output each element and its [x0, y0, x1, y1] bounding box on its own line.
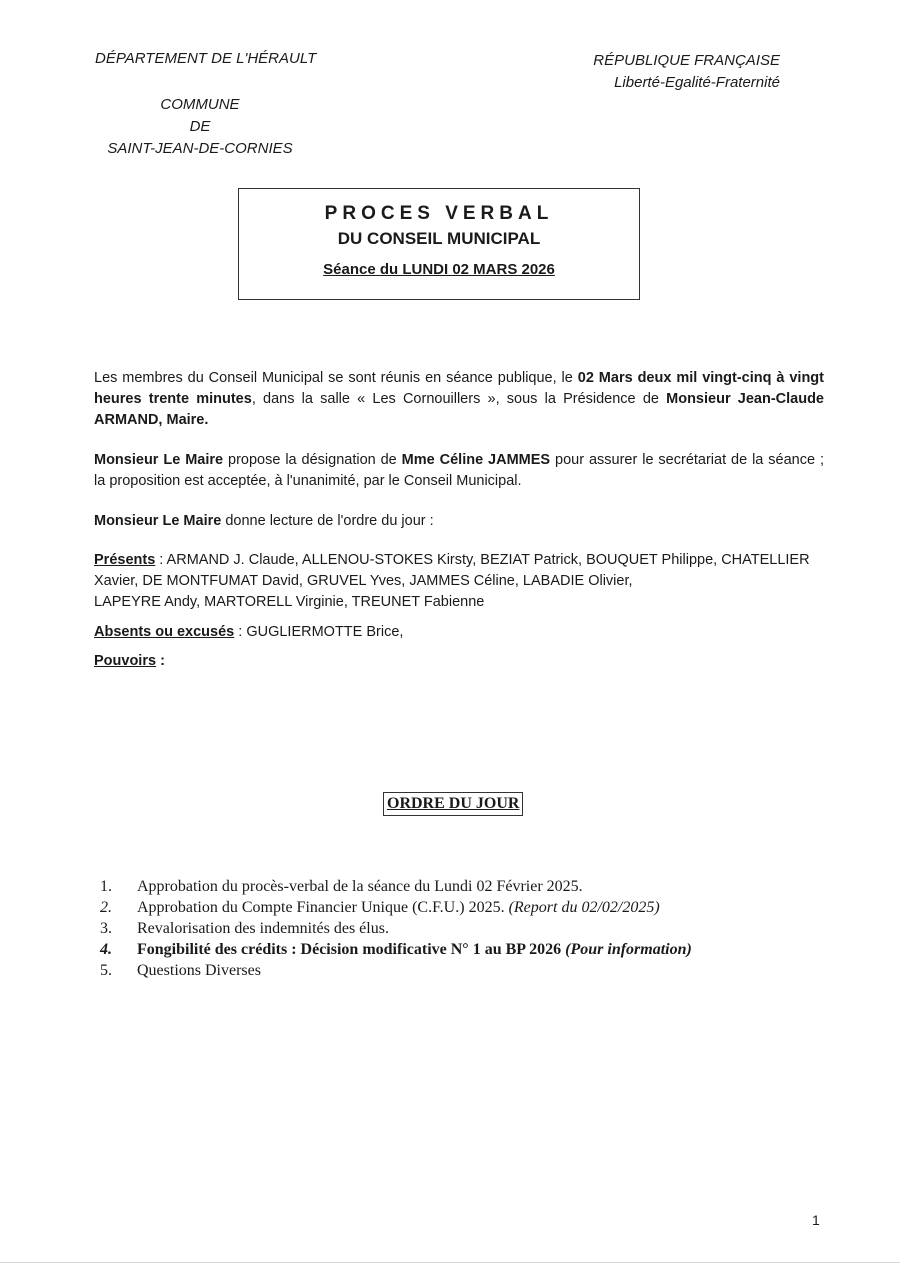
bottom-edge-line	[0, 1262, 900, 1263]
republic-header	[560, 50, 780, 94]
present-list-2: LAPEYRE Andy, MARTORELL Virginie, TREUNET Fabienne	[94, 594, 485, 610]
agenda-item-number: 2.	[100, 899, 112, 916]
commune-line-3: SAINT-JEAN-DE-CORNIES	[107, 140, 293, 157]
secretary-paragraph	[94, 450, 824, 492]
agenda-title: ORDRE DU JOUR	[383, 792, 523, 816]
department-name: DÉPARTEMENT DE L'HÉRAULT	[95, 50, 317, 67]
agenda-item	[100, 960, 820, 981]
document-subtitle: DU CONSEIL MUNICIPAL	[337, 229, 541, 248]
commune-block	[105, 94, 295, 160]
agenda-item-number: 1.	[100, 878, 112, 895]
page-number: 1	[812, 1212, 820, 1228]
document-title: PROCES VERBAL	[324, 203, 554, 224]
agenda-intro-text: donne lecture de l'ordre du jour :	[221, 513, 434, 529]
commune-line-2: DE	[189, 118, 211, 135]
proxies-label: Pouvoirs	[94, 653, 157, 669]
agenda-item	[100, 939, 820, 960]
present-list: : ARMAND J. Claude, ALLENOU-STOKES Kirsty, BEZIAT Patrick, BOUQUET Philippe, CHATELLIER Xavier, DE MONTFUMAT David, GRUVEL Yves, JAMMES Céline, LABADIE Olivier,	[94, 552, 810, 589]
absent-members	[94, 622, 824, 643]
agenda-intro-paragraph	[94, 511, 824, 532]
session-date: Séance du LUNDI 02 MARS 2026	[323, 261, 555, 278]
agenda-item-text: Revalorisation des indemnités des élus.	[137, 920, 389, 937]
commune-line-1: COMMUNE	[160, 96, 240, 113]
present-members	[94, 550, 824, 613]
intro-paragraph	[94, 368, 824, 431]
department-header	[95, 50, 325, 67]
agenda-item-text: Approbation du Compte Financier Unique (C.F.U.) 2025.	[137, 899, 509, 916]
republic-name: RÉPUBLIQUE FRANÇAISE	[593, 52, 780, 69]
agenda-item	[100, 918, 820, 939]
agenda-item-number: 3.	[100, 920, 112, 937]
title-box	[238, 188, 640, 300]
intro-text-2: , dans la salle « Les Cornouillers », sous la Présidence de	[251, 391, 667, 407]
agenda-item-text: Approbation du procès-verbal de la séance du Lundi 02 Février 2025.	[137, 878, 583, 895]
agenda-item-text: Fongibilité des crédits : Décision modificative N° 1 au BP 2026	[137, 941, 566, 958]
agenda-item	[100, 897, 820, 918]
agenda-item-number: 5.	[100, 962, 112, 979]
proxies-list: :	[156, 653, 165, 669]
republic-motto: Liberté-Egalité-Fraternité	[614, 74, 780, 91]
agenda-list	[100, 876, 820, 981]
secretary-name: Mme Céline JAMMES	[401, 452, 551, 468]
proxies	[94, 651, 824, 672]
absent-list: : GUGLIERMOTTE Brice,	[234, 624, 404, 640]
intro-datetime: 02 Mars deux mil vingt-cinq à vingt heures trente minutes	[94, 370, 824, 407]
agenda-item-note: (Pour information)	[565, 941, 692, 958]
agenda-item-number: 4.	[100, 941, 112, 958]
present-label: Présents	[94, 552, 156, 568]
absent-label: Absents ou excusés	[94, 624, 235, 640]
agenda-item-note: (Report du 02/02/2025)	[508, 899, 660, 916]
mayor-label: Monsieur Le Maire	[94, 452, 224, 468]
secretary-text-2: pour assurer le secrétariat de la séance ; la proposition est acceptée, à l'unanimité, par le Conseil Municipal.	[94, 452, 824, 489]
agenda-item	[100, 876, 820, 897]
agenda-item-text: Questions Diverses	[137, 962, 261, 979]
intro-text-1: Les membres du Conseil Municipal se sont réunis en séance publique, le	[94, 370, 578, 386]
mayor-label-2: Monsieur Le Maire	[94, 513, 222, 529]
intro-president: Monsieur Jean-Claude ARMAND, Maire.	[94, 391, 824, 428]
secretary-text-1: propose la désignation de	[223, 452, 402, 468]
